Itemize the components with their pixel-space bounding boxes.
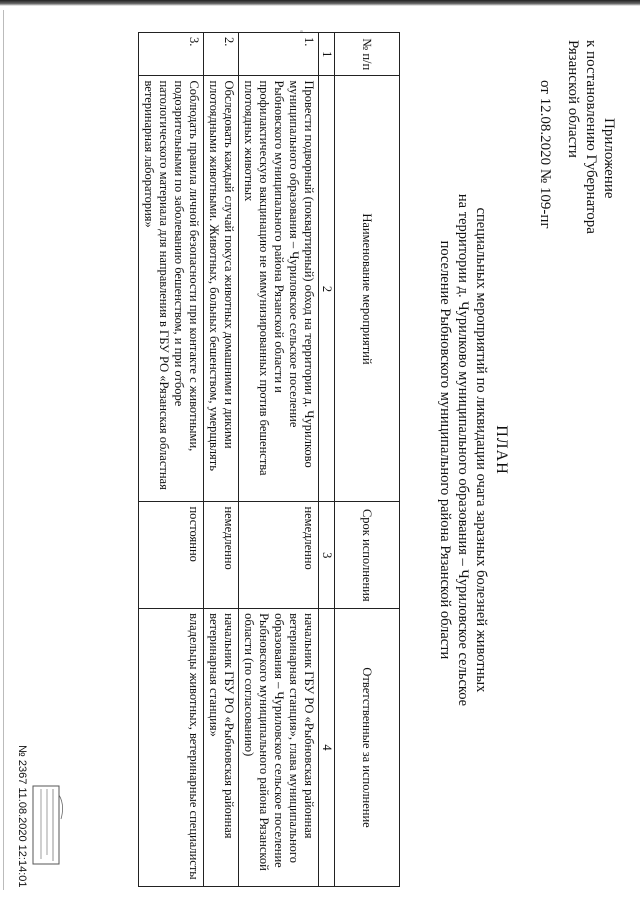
table-header-row bbox=[335, 33, 400, 887]
row-term: немедленно bbox=[204, 502, 239, 609]
approval-line: к постановлению Губернатора bbox=[583, 40, 599, 234]
table-row bbox=[204, 33, 239, 887]
row-term: постоянно bbox=[139, 502, 204, 609]
row-measure: Соблюдать правила личной безопасности при контакте с животными, подозрительными по заболеванию бешенством, и при отборе патологического материала для направления в ГБУ РО «Рязанская областная ветеринарная лаборатория» bbox=[139, 76, 204, 502]
title-line: поселение Рыбновского муниципального района Рязанской области bbox=[437, 240, 453, 660]
row-index: 3. bbox=[139, 33, 204, 76]
header-cell: Срок исполнения bbox=[335, 502, 400, 609]
row-measure: Обследовать каждый случай покуса животных домашними и дикими плотоядными животными. Животных, больных бешенством, умерщвлять bbox=[204, 76, 239, 502]
row-responsible: владельцы животных, ветеринарные специалисты bbox=[139, 609, 204, 887]
header-cell: Ответственные за исполнение bbox=[335, 609, 400, 887]
title-line: специальных мероприятий по ликвидации очага заразных болезней животных bbox=[473, 207, 489, 693]
column-number-row bbox=[319, 33, 335, 887]
row-index: 1. bbox=[239, 33, 319, 76]
row-term: немедленно bbox=[239, 502, 319, 609]
column-number: 2 bbox=[319, 76, 335, 502]
plan-table bbox=[138, 32, 400, 887]
column-number: 4 bbox=[319, 609, 335, 887]
column-number: 3 bbox=[319, 502, 335, 609]
title-line: на территории д. Чурилково муниципального образования – Чуриловское сельское bbox=[455, 193, 471, 707]
approval-block bbox=[536, 40, 618, 300]
row-responsible: начальник ГБУ РО «Рыбновская районная ветеринарная станция» bbox=[204, 609, 239, 887]
plan-heading: ПЛАН bbox=[493, 425, 510, 475]
approval-line: Приложение bbox=[601, 118, 617, 199]
header-cell: № п/п bbox=[335, 33, 400, 76]
registration-stamp-icon bbox=[31, 785, 65, 865]
table-row bbox=[239, 33, 319, 887]
header-cell: Наименование мероприятий bbox=[335, 76, 400, 502]
table-row bbox=[139, 33, 204, 887]
approval-line: от 12.08.2020 № 109-пг bbox=[537, 80, 553, 229]
row-index: 2. bbox=[204, 33, 239, 76]
approval-line: Рязанской области bbox=[565, 40, 581, 158]
column-number: 1 bbox=[319, 33, 335, 76]
document-title bbox=[436, 120, 510, 780]
registration-number: № 2367 11.08.2020 12:14:01 bbox=[16, 745, 28, 888]
row-measure: Провести подворный (поквартирный) обход на территории д. Чурилково муниципального образования – Чуриловское сельское поселение Рыбновского муниципального района Рязанской области и профилактическую вакцинацию не иммунизированных против бешенства плотоядных животных bbox=[239, 76, 319, 502]
row-responsible: начальник ГБУ РО «Рыбновская районная ветеринарная станция», глава муниципального образования – Чуриловское сельское поселение Рыбновского муниципального района Рязанской области (по согласованию) bbox=[239, 609, 319, 887]
